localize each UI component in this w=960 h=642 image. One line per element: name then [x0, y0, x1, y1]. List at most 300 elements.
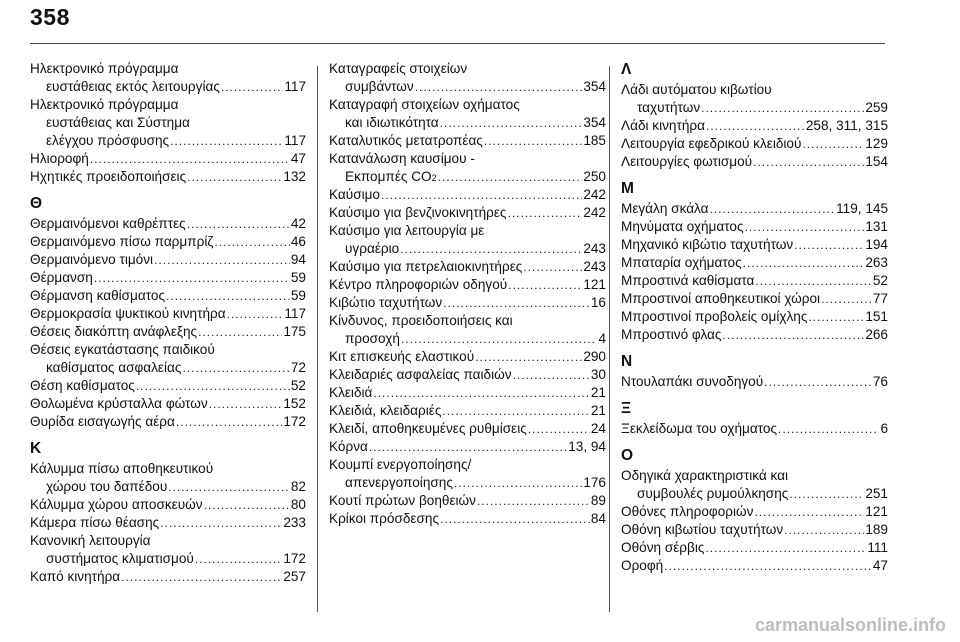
entry-line: [329, 456, 606, 474]
entry-term: χώρου του δαπέδου: [46, 479, 168, 494]
entry-page-reference[interactable]: 242: [583, 205, 606, 220]
entry-page-reference[interactable]: 243: [583, 259, 606, 274]
index-entry: [621, 539, 888, 557]
entry-term: Ηλεκτρονικό πρόγραμμα: [30, 97, 179, 112]
entry-line: [621, 135, 888, 153]
index-entry: [621, 81, 888, 117]
entry-line: [30, 168, 306, 186]
index-entry: [621, 373, 888, 391]
entry-page-reference[interactable]: 251: [865, 486, 888, 501]
entry-line: [329, 222, 606, 240]
entry-page-reference[interactable]: 80: [290, 497, 306, 512]
entry-page-reference[interactable]: 117: [284, 306, 306, 321]
entry-term: Θέσεις διακόπτη ανάφλεξης: [30, 324, 198, 339]
entry-page-reference[interactable]: 243: [583, 241, 606, 256]
entry-line: [329, 276, 606, 294]
entry-continuation-line: [30, 132, 306, 150]
entry-page-reference[interactable]: 119, 145: [836, 201, 888, 216]
entry-page-reference[interactable]: 194: [865, 237, 888, 252]
entry-line: [30, 532, 306, 550]
index-entry: [30, 150, 306, 168]
index-column-3: [621, 60, 888, 575]
entry-line: [621, 503, 888, 521]
entry-page-reference[interactable]: 59: [290, 288, 306, 303]
dot-leader: [440, 114, 583, 132]
entry-line: [329, 60, 606, 78]
index-letter-heading: Κ: [30, 440, 42, 457]
entry-term: Κόρνα: [329, 439, 368, 454]
entry-page-reference[interactable]: 13, 94: [568, 439, 606, 454]
index-entry: [621, 503, 888, 521]
dot-leader: [764, 373, 872, 391]
entry-page-reference[interactable]: 266: [865, 327, 888, 342]
entry-term: Κίνδυνος, προειδοποιήσεις και: [329, 313, 513, 328]
index-entry: [329, 366, 606, 384]
entry-continuation-line: [30, 550, 306, 568]
index-entry: [30, 532, 306, 568]
index-entry: [30, 233, 306, 251]
entry-line: [30, 251, 306, 269]
dot-leader: [789, 485, 864, 503]
index-entry: [30, 568, 306, 586]
entry-line: [329, 510, 606, 528]
index-entry: [621, 153, 888, 171]
entry-page-reference[interactable]: 117: [284, 79, 306, 94]
entry-page-reference[interactable]: 59: [290, 270, 306, 285]
dot-leader: [442, 402, 589, 420]
index-entry: [621, 467, 888, 503]
entry-continuation-line: [329, 330, 606, 348]
dot-leader: [508, 276, 582, 294]
index-entry: [329, 60, 606, 96]
dot-leader: [753, 153, 864, 171]
entry-term: Λάδι κινητήρα: [621, 118, 705, 133]
entry-term: Μπαταρία οχήματος: [621, 255, 742, 270]
entry-term: Κάμερα πίσω θέασης: [30, 515, 160, 530]
entry-term: απενεργοποίησης: [345, 475, 453, 490]
entry-term: Λειτουργία εφεδρικού κλειδιού: [621, 136, 802, 151]
entry-term: συμβουλές ρυμούλκησης: [637, 486, 789, 501]
entry-line: [30, 96, 306, 114]
dot-leader: [755, 272, 871, 290]
dot-leader: [507, 204, 582, 222]
entry-line: [621, 117, 888, 135]
entry-term: Καπό κινητήρα: [30, 569, 121, 584]
column-divider: [317, 66, 318, 612]
index-entry: [329, 150, 606, 186]
entry-page-reference[interactable]: 185: [583, 133, 606, 148]
entry-page-reference[interactable]: 76: [872, 374, 888, 389]
entry-line: [329, 186, 606, 204]
entry-term: Κρίκοι πρόσδεσης: [329, 511, 439, 526]
entry-term: Λειτουργίες φωτισμού: [621, 154, 753, 169]
entry-line: [30, 377, 306, 395]
entry-continuation-line: [329, 78, 606, 96]
index-entry: [621, 272, 888, 290]
entry-term: Εκπομπές CO: [345, 169, 432, 184]
entry-term: Οθόνες πληροφοριών: [621, 504, 754, 519]
entry-line: [621, 272, 888, 290]
entry-term: Θέση καθίσματος: [30, 378, 135, 393]
entry-line: [621, 521, 888, 539]
index-entry: [621, 557, 888, 575]
entry-page-reference[interactable]: 354: [583, 79, 606, 94]
entry-term: Θερμαινόμενο πίσω παρμπρίζ: [30, 234, 214, 249]
index-entry: [30, 96, 306, 150]
entry-line: [621, 81, 888, 99]
index-entry: [329, 384, 606, 402]
entry-page-reference[interactable]: 175: [283, 324, 306, 339]
index-entry: [30, 341, 306, 377]
entry-page-reference[interactable]: 354: [583, 115, 606, 130]
index-entry: [30, 60, 306, 96]
entry-term: Οθόνη σέρβις: [621, 540, 705, 555]
index-entry: [329, 510, 606, 528]
entry-term: ελέγχου πρόσφυσης: [46, 133, 170, 148]
entry-term: Οροφή: [621, 558, 664, 573]
entry-continuation-line: [30, 78, 306, 96]
dot-leader: [221, 78, 283, 96]
entry-line: [329, 132, 606, 150]
entry-page-reference[interactable]: 263: [865, 255, 888, 270]
entry-term: Κέντρο πληροφοριών οδηγού: [329, 277, 508, 292]
entry-line: [621, 467, 888, 485]
index-entry: [329, 492, 606, 510]
entry-term: συστήματος κλιματισμού: [46, 551, 194, 566]
entry-line: [329, 438, 606, 456]
dot-leader: [705, 539, 866, 557]
entry-page-reference[interactable]: 21: [590, 403, 606, 418]
entry-term: ευστάθειας εκτός λειτουργίας: [46, 79, 220, 94]
entry-term: Καύσιμο για βενζινοκινητήρες: [329, 205, 507, 220]
index-entry: [329, 420, 606, 438]
entry-page-reference[interactable]: 72: [290, 360, 306, 375]
index-entry: [30, 460, 306, 496]
dot-leader: [484, 132, 582, 150]
entry-term: Κουμπί ενεργοποίησης/: [329, 457, 472, 472]
entry-line: [329, 420, 606, 438]
index-entry: [621, 308, 888, 326]
entry-line: [329, 402, 606, 420]
watermark: carmanualsonline.info: [754, 615, 946, 635]
index-entry: [30, 413, 306, 431]
entry-page-reference[interactable]: 172: [283, 551, 306, 566]
entry-term: Μεγάλη σκάλα: [621, 201, 709, 216]
index-entry: [329, 132, 606, 150]
entry-line: [30, 323, 306, 341]
entry-term: Μηνύματα οχήματος: [621, 219, 744, 234]
dot-leader: [443, 294, 590, 312]
dot-leader: [400, 240, 582, 258]
dot-leader: [523, 258, 582, 276]
index-entry: [30, 377, 306, 395]
entry-term: υγραέριο: [345, 241, 400, 256]
entry-term: Οδηγικά χαρακτηριστικά και: [621, 468, 789, 483]
index-entry: [30, 395, 306, 413]
entry-term: Μπροστινοί προβολείς ομίχλης: [621, 309, 808, 324]
entry-page-reference[interactable]: 84: [590, 511, 606, 526]
dot-leader: [373, 384, 589, 402]
dot-leader: [754, 503, 864, 521]
entry-page-reference[interactable]: 129: [865, 136, 888, 151]
entry-line: [329, 384, 606, 402]
entry-line: [30, 514, 306, 532]
dot-leader: [778, 420, 879, 438]
index-entry: [621, 521, 888, 539]
entry-page-reference[interactable]: 121: [583, 277, 606, 292]
index-entry: [30, 496, 306, 514]
entry-term: Κιτ επισκευής ελαστικού: [329, 349, 475, 364]
entry-line: [621, 420, 888, 438]
dot-leader: [745, 218, 865, 236]
dot-leader: [187, 168, 282, 186]
index-column-1: [30, 60, 306, 586]
entry-page-reference[interactable]: 152: [283, 396, 306, 411]
entry-term: Λάδι αυτόματου κιβωτίου: [621, 82, 772, 97]
index-entry: [329, 276, 606, 294]
entry-line: [30, 269, 306, 287]
index-letter-heading: Ξ: [621, 400, 631, 417]
entry-continuation-line: [621, 99, 888, 117]
entry-line: [621, 290, 888, 308]
dot-leader: [440, 510, 590, 528]
entry-term: Θέρμανση: [30, 270, 93, 285]
entry-line: [30, 395, 306, 413]
index-entry: [621, 117, 888, 135]
entry-term: ταχυτήτων: [637, 100, 701, 115]
entry-page-reference[interactable]: 52: [872, 273, 888, 288]
entry-line: [329, 204, 606, 222]
dot-leader: [136, 377, 290, 395]
entry-page-reference[interactable]: 257: [283, 569, 306, 584]
dot-leader: [528, 420, 590, 438]
index-letter-heading: Θ: [30, 195, 43, 212]
entry-line: [621, 254, 888, 272]
entry-page-reference[interactable]: 131: [865, 219, 888, 234]
entry-line: [30, 287, 306, 305]
entry-continuation-line: [329, 240, 606, 258]
entry-term: Καταγραφείς στοιχείων: [329, 61, 468, 76]
entry-term: Κουτί πρώτων βοηθειών: [329, 493, 476, 508]
index-entry: [30, 514, 306, 532]
entry-term: Κάλυμμα χώρου αποσκευών: [30, 497, 203, 512]
entry-line: [621, 218, 888, 236]
dot-leader: [121, 568, 282, 586]
entry-page-reference[interactable]: 4: [598, 331, 606, 346]
index-entry: [329, 294, 606, 312]
entry-term: Ντουλαπάκι συνοδηγού: [621, 374, 764, 389]
index-entry: [30, 215, 306, 233]
entry-page-reference[interactable]: 42: [290, 216, 306, 231]
entry-term: Κλειδιά: [329, 385, 373, 400]
entry-term: και ιδιωτικότητα: [345, 115, 439, 130]
dot-leader: [438, 168, 583, 186]
entry-term: Θολωμένα κρύσταλλα φώτων: [30, 396, 208, 411]
entry-line: [621, 200, 888, 218]
entry-page-reference[interactable]: 242: [583, 187, 606, 202]
dot-leader: [802, 135, 864, 153]
entry-term: καθίσματος ασφαλείας: [46, 360, 182, 375]
entry-term: Μηχανικό κιβώτιο ταχυτήτων: [621, 237, 794, 252]
entry-line: [329, 312, 606, 330]
entry-term: Θερμαινόμενο τιμόνι: [30, 252, 154, 267]
dot-leader: [160, 514, 282, 532]
entry-term: Μπροστινοί αποθηκευτικοί χώροι: [621, 291, 821, 306]
entry-page-reference[interactable]: 259: [865, 100, 888, 115]
entry-line: [621, 236, 888, 254]
dot-leader: [90, 150, 290, 168]
entry-page-reference[interactable]: 52: [290, 378, 306, 393]
entry-term: Καύσιμο: [329, 187, 380, 202]
entry-line: [329, 366, 606, 384]
index-column-2: [329, 60, 606, 528]
index-entry: [329, 186, 606, 204]
index-letter-heading: Λ: [621, 61, 632, 78]
entry-line: [329, 96, 606, 114]
entry-term: προσοχή: [345, 331, 400, 346]
entry-page-reference[interactable]: 47: [290, 151, 306, 166]
index-entry: [30, 323, 306, 341]
entry-page-reference[interactable]: 151: [865, 309, 888, 324]
index-letter-heading: Μ: [621, 180, 634, 197]
entry-term: Ξεκλείδωμα του οχήματος: [621, 421, 778, 436]
dot-leader: [381, 186, 582, 204]
entry-term: Κάλυμμα πίσω αποθηκευτικού: [30, 461, 214, 476]
index-entry: [329, 312, 606, 348]
entry-page-reference[interactable]: 189: [865, 522, 888, 537]
entry-page-reference[interactable]: 89: [590, 493, 606, 508]
entry-page-reference[interactable]: 24: [590, 421, 606, 436]
index-entry: [329, 456, 606, 492]
dot-leader: [784, 521, 864, 539]
entry-term: Ηλεκτρονικό πρόγραμμα: [30, 61, 179, 76]
entry-continuation-line: [329, 114, 606, 132]
entry-page-reference[interactable]: 6: [880, 421, 888, 436]
index-entry: [329, 402, 606, 420]
entry-term: Κατανάλωση καυσίμου -: [329, 151, 475, 166]
entry-continuation-line: [30, 478, 306, 496]
entry-line: [329, 150, 606, 168]
dot-leader: [513, 366, 590, 384]
entry-term: Κλειδί, αποθηκευμένες ρυθμίσεις: [329, 421, 527, 436]
entry-page-reference[interactable]: 172: [283, 414, 306, 429]
entry-page-reference[interactable]: 258, 311, 315: [805, 118, 888, 133]
dot-leader: [170, 132, 283, 150]
dot-leader: [204, 496, 290, 514]
entry-term: Μπροστινά καθίσματα: [621, 273, 755, 288]
dot-leader: [195, 550, 283, 568]
entry-line: [621, 326, 888, 344]
index-entry: [621, 135, 888, 153]
entry-page-reference[interactable]: 111: [867, 540, 888, 555]
entry-line: [30, 233, 306, 251]
entry-page-reference[interactable]: 21: [590, 385, 606, 400]
entry-line: [621, 153, 888, 171]
index-entry: [30, 168, 306, 186]
entry-page-reference[interactable]: 290: [583, 349, 606, 364]
index-entry: [30, 251, 306, 269]
entry-term: Οθόνη κιβωτίου ταχυτήτων: [621, 522, 784, 537]
dot-leader: [454, 474, 582, 492]
dot-leader: [794, 236, 864, 254]
entry-line: [621, 373, 888, 391]
entry-page-reference[interactable]: 30: [590, 367, 606, 382]
entry-page-reference[interactable]: 46: [290, 234, 306, 249]
entry-term: Καύσιμο για πετρελαιοκινητήρες: [329, 259, 523, 274]
entry-continuation-line: [30, 114, 306, 132]
header-rule: [30, 43, 885, 44]
dot-leader: [821, 290, 872, 308]
dot-leader: [187, 215, 290, 233]
entry-page-reference[interactable]: 176: [583, 475, 606, 490]
entry-line: [621, 308, 888, 326]
dot-leader: [477, 492, 590, 510]
index-entry: [621, 254, 888, 272]
entry-page-reference[interactable]: 82: [290, 479, 306, 494]
entry-page-reference[interactable]: 77: [872, 291, 888, 306]
dot-leader: [214, 233, 289, 251]
index-entry: [30, 305, 306, 323]
entry-line: [30, 568, 306, 586]
entry-term: συμβάντων: [345, 79, 414, 94]
dot-leader: [706, 117, 805, 135]
dot-leader: [369, 438, 567, 456]
entry-page-reference[interactable]: 154: [865, 154, 888, 169]
dot-leader: [808, 308, 864, 326]
entry-line: [329, 348, 606, 366]
dot-leader: [401, 330, 597, 348]
entry-continuation-line: [30, 359, 306, 377]
entry-term: Θέρμανση καθίσματος: [30, 288, 166, 303]
entry-page-reference[interactable]: 132: [283, 169, 306, 184]
entry-page-reference[interactable]: 121: [865, 504, 888, 519]
entry-page-reference[interactable]: 250: [583, 169, 606, 184]
index-entry: [621, 200, 888, 218]
entry-term: Κλειδαριές ασφαλείας παιδιών: [329, 367, 512, 382]
entry-term: Καταλυτικός μετατροπέας: [329, 133, 483, 148]
entry-term: Κλειδιά, κλειδαριές: [329, 403, 442, 418]
entry-term: ευστάθειας και Σύστημα: [46, 115, 190, 130]
dot-leader: [176, 413, 282, 431]
entry-line: [30, 305, 306, 323]
entry-page-reference[interactable]: 16: [590, 295, 606, 310]
dot-leader: [154, 251, 290, 269]
dot-leader: [198, 323, 282, 341]
dot-leader: [415, 78, 583, 96]
index-entry: [621, 236, 888, 254]
entry-line: [621, 557, 888, 575]
entry-line: [30, 341, 306, 359]
index-entry: [621, 326, 888, 344]
entry-page-reference[interactable]: 233: [283, 515, 306, 530]
entry-term: Θερμοκρασία ψυκτικού κινητήρα: [30, 306, 226, 321]
entry-term: Κιβώτιο ταχυτήτων: [329, 295, 443, 310]
entry-line: [329, 492, 606, 510]
index-entry: [30, 287, 306, 305]
dot-leader: [475, 348, 582, 366]
entry-term: Κανονική λειτουργία: [30, 533, 151, 548]
column-divider: [609, 66, 610, 612]
page-number: 358: [30, 4, 70, 30]
entry-term: Καύσιμο για λειτουργία με: [329, 223, 485, 238]
entry-line: [621, 539, 888, 557]
entry-page-reference[interactable]: 47: [872, 558, 888, 573]
entry-page-reference[interactable]: 94: [290, 252, 306, 267]
dot-leader: [94, 269, 290, 287]
index-letter-heading: Ν: [621, 353, 633, 370]
entry-page-reference[interactable]: 117: [284, 133, 306, 148]
entry-term: Καταγραφή στοιχείων οχήματος: [329, 97, 520, 112]
